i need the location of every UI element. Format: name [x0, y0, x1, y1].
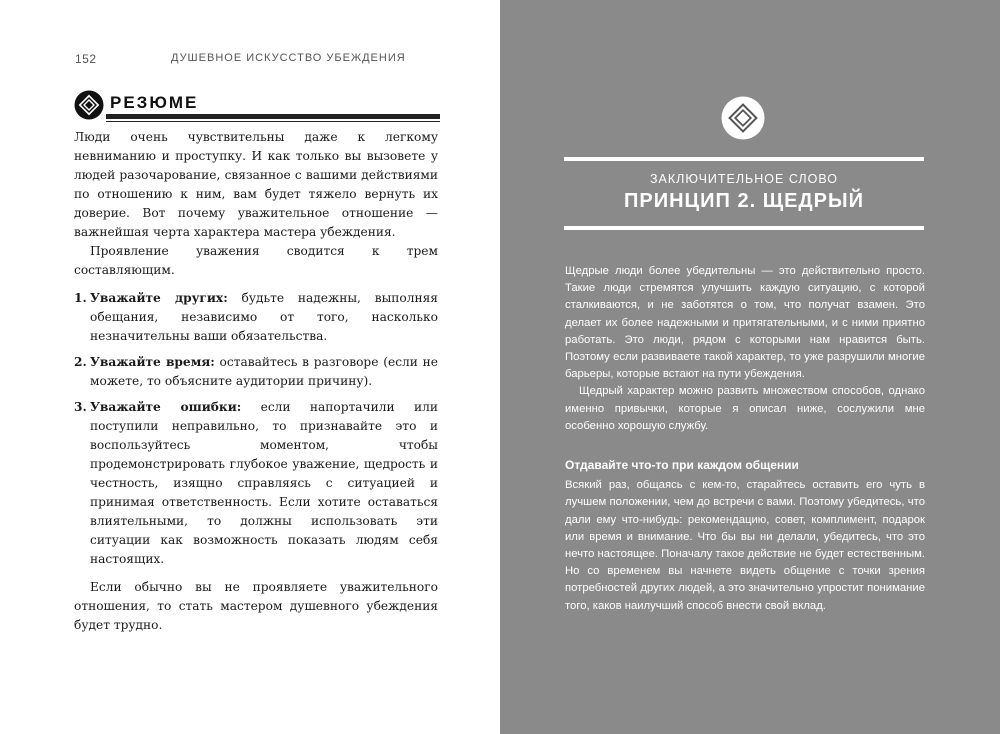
summary-rule-thin — [106, 121, 440, 122]
list-item-term: Уважайте время: — [90, 355, 215, 369]
list-item-number: 3. — [74, 400, 87, 414]
list-item-text: оставайтесь в разговоре (если не можете, то объясните аудитории причину). — [90, 355, 438, 388]
chapter-title: ПРИНЦИП 2. ЩЕДРЫЙ — [624, 190, 864, 212]
list-item-text: будьте надежны, выполняя обещания, независимо от того, насколько незначительны ваши обязательства. — [90, 291, 438, 343]
list-item — [74, 353, 438, 391]
paragraph: Щедрые люди более убедительны — это действительно просто. Такие люди стремятся улучшить каждую ситуацию, с которой сталкиваются, и не заботятся о том, что получат взамен. Это делает их более надежными и притягательными, и с ними приятно работать. Это люди, рядом с которыми нам нравится быть. Поэтому если развиваете такой характер, то уже разрушили многие барьеры, которые встают на пути убеждения. — [565, 265, 925, 381]
chapter-body — [565, 263, 925, 615]
summary-intro: Люди очень чувствительны даже к легкому невниманию и проступку. И как только вы вызовете у людей разочарование, связанное с вашими действиями по отношению к ним, вам будет тяжело вернуть их доверие. Вот почему уважительное отношение — важнейшая черта характера мастера убеждения. — [74, 130, 438, 239]
chapter-rule-top — [564, 157, 924, 161]
summary-title: РЕЗЮМЕ — [110, 93, 199, 112]
chapter-rule-bottom — [564, 226, 924, 230]
list-item-number: 2. — [74, 355, 87, 369]
diamond-badge-icon — [74, 90, 104, 120]
list-item — [74, 289, 438, 346]
diamond-badge-icon — [721, 96, 765, 140]
list-item-number: 1. — [74, 291, 87, 305]
list-item-term: Уважайте ошибки: — [90, 400, 242, 414]
summary-closing: Если обычно вы не проявляете уважительного отношения, то стать мастером душевного убеждения будет трудно. — [74, 580, 438, 632]
chapter-label: ЗАКЛЮЧИТЕЛЬНОЕ СЛОВО — [649, 172, 839, 186]
paragraph: Щедрый характер можно развить множеством способов, однако именно привычки, которые я описал ниже, сослужили мне особенно хорошую службу. — [565, 385, 925, 432]
running-head: ДУШЕВНОЕ ИСКУССТВО УБЕЖДЕНИЯ — [171, 52, 406, 64]
summary-body — [74, 128, 438, 635]
summary-lead: Проявление уважения сводится к трем составляющим. — [74, 244, 438, 277]
section-text: Всякий раз, общаясь с кем-то, старайтесь оставить его чуть в лучшем положении, чем до встречи с вами. Поэтому убедитесь, что дали ему что-нибудь: рекомендацию, совет, комплимент, подарок или время и внимание. Что бы вы ни делали, убедитесь, что это нечто настоящее. Поначалу такое действие не будет естественным. Но со временем вы начнете видеть общение с точки зрения потребностей других людей, а это значительно упростит понимание того, каков наилучший способ внести свой вклад. — [565, 479, 925, 612]
list-item-term: Уважайте других: — [90, 291, 228, 305]
summary-list — [74, 289, 438, 569]
section-heading: Отдавайте что-то при каждом общении — [565, 458, 799, 473]
list-item-text: если напортачили или поступили неправильно, то признавайте это и воспользуйтесь моментом, чтобы продемонстрировать глубокое уважение, щедрость и честность, изящно справляясь с ситуацией и принимая ответственность. Если хотите оставаться влиятельными, то должны использовать эти ситуации как возможность показать людям себя настоящих. — [90, 400, 438, 566]
summary-header — [74, 88, 440, 124]
page-number: 152 — [75, 52, 97, 66]
summary-rule — [106, 114, 440, 119]
list-item — [74, 398, 438, 569]
right-page — [500, 0, 1000, 734]
